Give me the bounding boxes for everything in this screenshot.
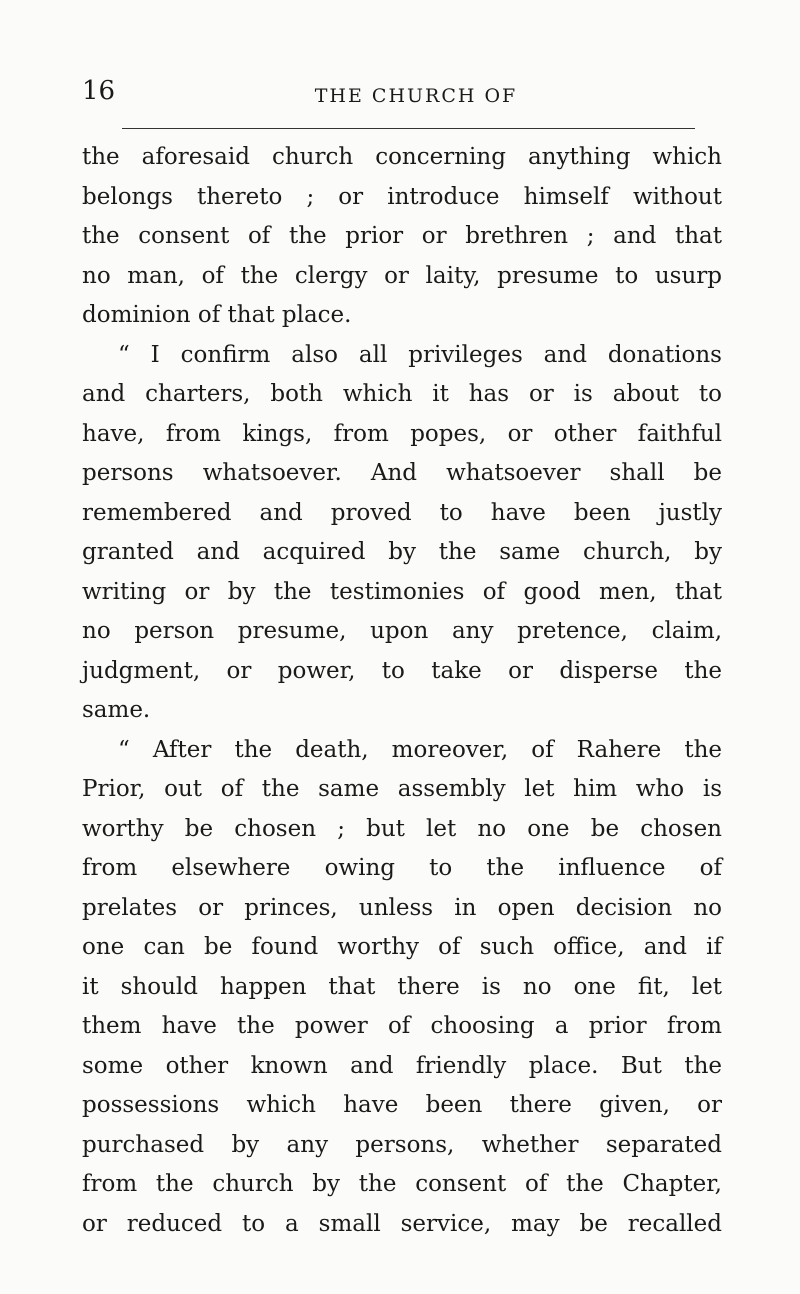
text-line: from elsewhere owing to the influence of <box>82 855 722 881</box>
text-line: and charters, both which it has or is about to <box>82 381 722 407</box>
text-line: from the church by the consent of the Chapter, <box>82 1171 722 1197</box>
body-text <box>82 138 722 1244</box>
text-line: them have the power of choosing a prior from <box>82 1013 722 1039</box>
text-line: persons whatsoever. And whatsoever shall be <box>82 460 722 486</box>
text-line: have, from kings, from popes, or other faithful <box>82 420 722 447</box>
text-line: “ I confirm also all privileges and donations <box>118 341 722 368</box>
text-line: remembered and proved to have been justly <box>82 499 722 526</box>
header-rule <box>122 128 695 129</box>
text-line: belongs thereto ; or introduce himself without <box>82 183 722 210</box>
text-line: some other known and friendly place. But the <box>82 1052 722 1079</box>
text-line: judgment, or power, to take or disperse the <box>82 657 722 684</box>
text-line: “ After the death, moreover, of Rahere the <box>118 736 722 763</box>
text-line: Prior, out of the same assembly let him who is <box>82 776 722 802</box>
text-line: same. <box>82 697 151 723</box>
text-line: granted and acquired by the same church, by <box>82 539 722 565</box>
text-line: no man, of the clergy or laity, presume to usurp <box>82 262 722 289</box>
running-head: THE CHURCH OF <box>314 85 518 107</box>
page-number: 16 <box>82 76 116 106</box>
text-line: possessions which have been there given, or <box>82 1092 722 1118</box>
text-line: it should happen that there is no one fit, let <box>82 973 722 1000</box>
text-line: writing or by the testimonies of good men, that <box>82 578 722 605</box>
text-line: dominion of that place. <box>82 302 352 328</box>
text-line: prelates or princes, unless in open decision no <box>82 894 722 921</box>
text-line: the consent of the prior or brethren ; and that <box>82 223 722 249</box>
text-line: worthy be chosen ; but let no one be chosen <box>82 815 722 842</box>
text-line: or reduced to a small service, may be recalled <box>82 1210 722 1237</box>
text-line: no person presume, upon any pretence, claim, <box>82 618 722 644</box>
text-line: purchased by any persons, whether separated <box>82 1131 722 1158</box>
text-line: the aforesaid church concerning anything which <box>82 144 722 170</box>
text-line: one can be found worthy of such office, and if <box>82 934 722 960</box>
